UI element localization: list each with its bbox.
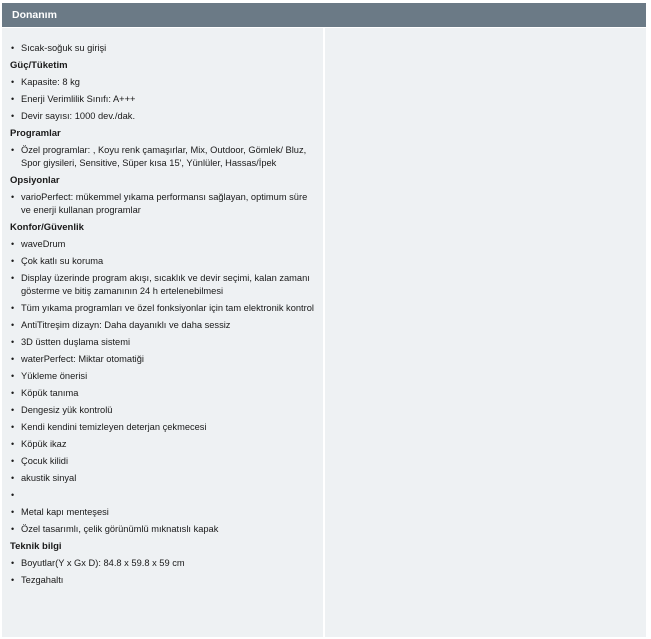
bullet-icon: • [11, 371, 15, 381]
bullet-icon: • [11, 303, 15, 313]
list-item [10, 421, 315, 434]
list-item [10, 455, 315, 468]
bullet-icon: • [11, 456, 15, 466]
feature-list [10, 42, 315, 591]
list-item [10, 110, 315, 123]
list-item [10, 353, 315, 366]
bullet-icon: • [11, 490, 15, 500]
list-item [10, 336, 315, 349]
right-panel [325, 28, 646, 637]
bullet-icon: • [11, 558, 15, 568]
list-item [10, 76, 315, 89]
list-item [10, 255, 315, 268]
bullet-icon: • [11, 111, 15, 121]
list-item [10, 302, 315, 315]
list-item [10, 557, 315, 570]
bullet-icon: • [11, 43, 15, 53]
bullet-icon: • [11, 422, 15, 432]
list-item-text: 3D üstten duşlama sistemi [21, 337, 131, 347]
bullet-icon: • [11, 388, 15, 398]
list-item [10, 370, 315, 383]
list-item-text: Köpük tanıma [21, 388, 79, 398]
bullet-icon: • [11, 273, 15, 283]
bullet-icon: • [11, 439, 15, 449]
list-item-text: Özel programlar: , Koyu renk çamaşırlar, Mix, Outdoor, Gömlek/ Bluz, Spor giysileri, Sensitive, Süper kısa 15', Yünlüler, Hassas/İpek [21, 145, 307, 168]
list-item-text: Tezgahaltı [21, 575, 64, 585]
bullet-icon: • [11, 239, 15, 249]
list-item [10, 238, 315, 251]
list-item-text: Kendi kendini temizleyen deterjan çekmecesi [21, 422, 207, 432]
section-title: Güç/Tüketim [10, 60, 68, 71]
list-item-text: Özel tasarımlı, çelik görünümlü mıknatıslı kapak [21, 524, 219, 534]
list-item-text: waterPerfect: Miktar otomatiği [21, 354, 144, 364]
bullet-icon: • [11, 192, 15, 202]
bullet-icon: • [11, 507, 15, 517]
section-title: Konfor/Güvenlik [10, 222, 84, 233]
list-item-text: Tüm yıkama programları ve özel fonksiyonlar için tam elektronik kontrol [21, 303, 314, 313]
bullet-icon: • [11, 473, 15, 483]
section-title: Programlar [10, 128, 61, 139]
list-item-text: Display üzerinde program akışı, sıcaklık ve devir seçimi, kalan zamanı gösterme ve bitiş zamanının 24 h ertelenebilmesi [21, 273, 310, 296]
bullet-icon: • [11, 94, 15, 104]
list-item-text: waveDrum [21, 239, 66, 249]
bullet-icon: • [11, 320, 15, 330]
list-item-text: varioPerfect: mükemmel yıkama performansı sağlayan, optimum süre ve enerji kullanan programlar [21, 192, 308, 215]
list-item-text: AntiTitreşim dizayn: Daha dayanıklı ve daha sessiz [21, 320, 231, 330]
list-item [10, 574, 315, 587]
list-item-text: Sıcak-soğuk su girişi [21, 43, 107, 53]
list-item [10, 387, 315, 400]
list-item [10, 472, 315, 485]
list-item [10, 506, 315, 519]
list-item [10, 319, 315, 332]
list-item [10, 523, 315, 536]
list-item-text: Enerji Verimlilik Sınıfı: A+++ [21, 94, 136, 104]
bullet-icon: • [11, 524, 15, 534]
list-item-text: Metal kapı menteşesi [21, 507, 109, 517]
bullet-icon: • [11, 405, 15, 415]
list-item-text: Devir sayısı: 1000 dev./dak. [21, 111, 136, 121]
list-item-text: Dengesiz yük kontrolü [21, 405, 113, 415]
bullet-icon: • [11, 337, 15, 347]
list-item-text: Çok katlı su koruma [21, 256, 104, 266]
list-item [10, 93, 315, 106]
list-item [10, 272, 315, 298]
bullet-icon: • [11, 575, 15, 585]
list-item [10, 144, 315, 170]
list-item-text: Boyutlar(Y x Gx D): 84.8 x 59.8 x 59 cm [21, 558, 185, 568]
list-item-text: Kapasite: 8 kg [21, 77, 80, 87]
list-item-text: Yükleme önerisi [21, 371, 88, 381]
list-item [10, 489, 315, 502]
bullet-icon: • [11, 77, 15, 87]
list-item [10, 42, 315, 55]
header-title: Donanım [12, 9, 57, 21]
section-title: Teknik bilgi [10, 541, 62, 552]
list-item-text: Çocuk kilidi [21, 456, 69, 466]
section-header [2, 3, 646, 27]
bullet-icon: • [11, 354, 15, 364]
list-item [10, 191, 315, 217]
section-title: Opsiyonlar [10, 175, 60, 186]
list-item-text: Köpük ikaz [21, 439, 67, 449]
list-item [10, 438, 315, 451]
bullet-icon: • [11, 145, 15, 155]
list-item-text: akustik sinyal [21, 473, 77, 483]
bullet-icon: • [11, 256, 15, 266]
list-item [10, 404, 315, 417]
